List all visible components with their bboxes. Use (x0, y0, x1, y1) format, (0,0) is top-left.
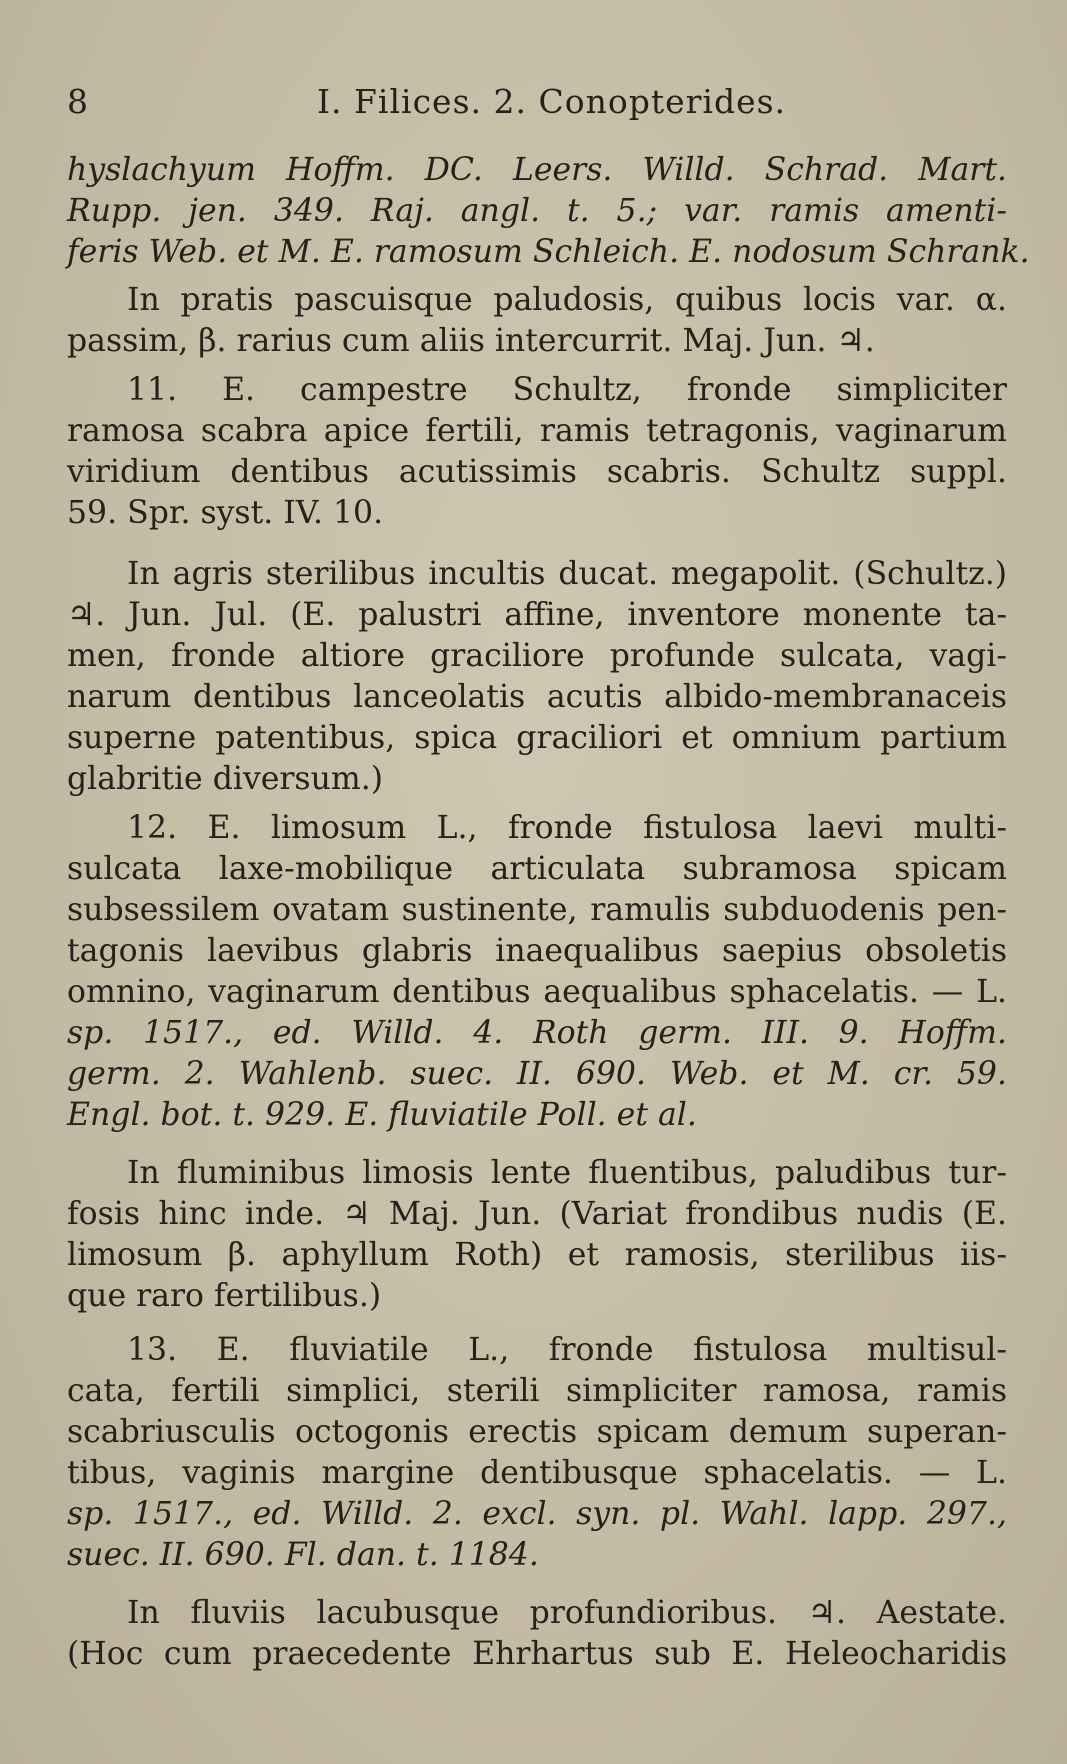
species-heading-13: 13. E. fluviatile L., fronde fistulosa multisul- (127, 1332, 1007, 1368)
text-line: In agris sterilibus incultis ducat. megapolit. (Schultz.) (127, 556, 1007, 592)
page-number: 8 (67, 82, 89, 121)
text-line: superne patentibus, spica graciliori et omnium partium (67, 720, 1007, 756)
running-header (67, 82, 787, 132)
text-line: (Hoc cum praecedente Ehrhartus sub E. Heleocharidis (67, 1636, 1007, 1672)
text-line: men, fronde altiore graciliore profunde sulcata, vagi- (67, 638, 1007, 674)
text-line: viridium dentibus acutissimis scabris. Schultz suppl. (67, 454, 1007, 490)
text-line: hyslachyum Hoffm. DC. Leers. Willd. Schrad. Mart. (67, 152, 1007, 188)
text-line: tibus, vaginis margine dentibusque sphacelatis. — L. (67, 1455, 1007, 1491)
text-line: In pratis pascuisque paludosis, quibus locis var. α. (127, 282, 1007, 318)
running-title: I. Filices. 2. Conopterides. (317, 82, 787, 121)
text-line: sp. 1517., ed. Willd. 4. Roth germ. III. 9. Hoffm. (67, 1015, 1007, 1051)
text-line: sulcata laxe-mobilique articulata subramosa spicam (67, 851, 1007, 887)
text-line: tagonis laevibus glabris inaequalibus saepius obsoletis (67, 933, 1007, 969)
text-line: In fluminibus limosis lente fluentibus, paludibus tur- (127, 1155, 1007, 1191)
text-line: ♃. Jun. Jul. (E. palustri affine, inventore monente ta- (67, 597, 1007, 633)
species-heading-12: 12. E. limosum L., fronde fistulosa laevi multi- (127, 810, 1007, 846)
text-line: glabritie diversum.) (67, 761, 384, 797)
text-line: feris Web. et M. E. ramosum Schleich. E. nodosum Schrank. (67, 234, 1030, 270)
text-line: que raro fertilibus.) (67, 1278, 382, 1314)
text-line: suec. II. 690. Fl. dan. t. 1184. (67, 1537, 539, 1573)
text-line: 59. Spr. syst. IV. 10. (67, 495, 384, 531)
text-line: fosis hinc inde. ♃ Maj. Jun. (Variat frondibus nudis (E. (67, 1196, 1007, 1232)
text-line: omnino, vaginarum dentibus aequalibus sphacelatis. — L. (67, 974, 1007, 1010)
text-line: Rupp. jen. 349. Raj. angl. t. 5.; var. ramis amenti- (67, 193, 1007, 229)
species-heading-11: 11. E. campestre Schultz, fronde simpliciter (127, 372, 1007, 408)
text-line: cata, fertili simplici, sterili simpliciter ramosa, ramis (67, 1373, 1007, 1409)
text-line: subsessilem ovatam sustinente, ramulis subduodenis pen- (67, 892, 1007, 928)
text-line: limosum β. aphyllum Roth) et ramosis, sterilibus iis- (67, 1237, 1007, 1273)
text-line: passim, β. rarius cum aliis intercurrit. Maj. Jun. ♃. (67, 323, 875, 359)
text-line: narum dentibus lanceolatis acutis albido-membranaceis (67, 679, 1007, 715)
text-line: Engl. bot. t. 929. E. fluviatile Poll. et al. (67, 1097, 697, 1133)
text-line: germ. 2. Wahlenb. suec. II. 690. Web. et M. cr. 59. (67, 1056, 1007, 1092)
text-line: ramosa scabra apice fertili, ramis tetragonis, vaginarum (67, 413, 1007, 449)
text-line: sp. 1517., ed. Willd. 2. excl. syn. pl. Wahl. lapp. 297., (67, 1496, 1007, 1532)
text-line: scabriusculis octogonis erectis spicam demum superan- (67, 1414, 1007, 1450)
text-line: In fluviis lacubusque profundioribus. ♃. Aestate. (127, 1595, 1007, 1631)
